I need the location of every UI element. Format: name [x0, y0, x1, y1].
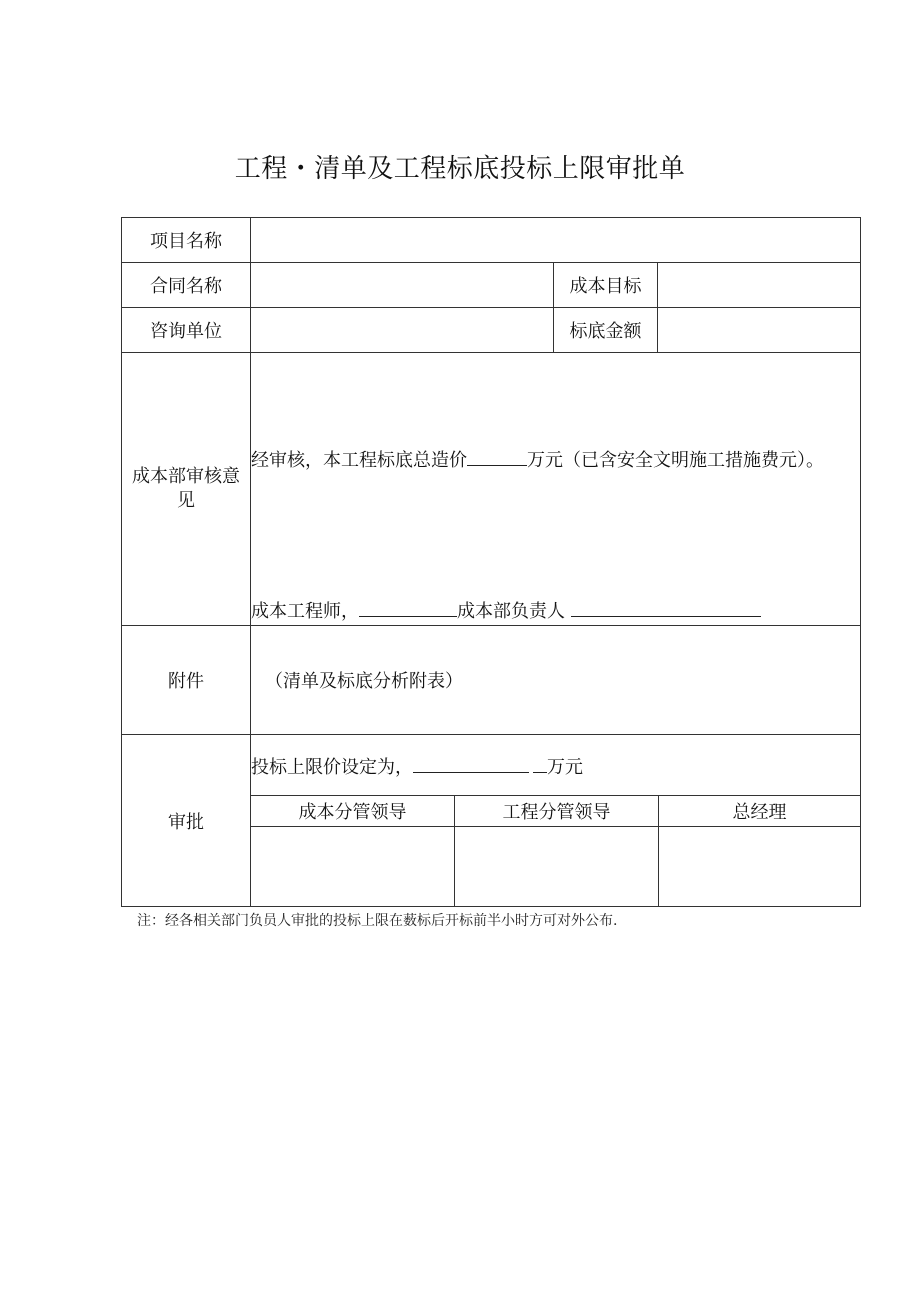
approver-col-cost-leader-text: 成本分管领导 [298, 802, 407, 823]
page-title: 工程・清单及工程标底投标上限审批单 [234, 154, 686, 184]
limit-price-blank-tail [533, 756, 547, 773]
attachment-label-text: 附件 [168, 671, 204, 692]
head-label: 成本部负责人 [457, 601, 565, 622]
approver-col-general-manager-text: 总经理 [732, 802, 787, 823]
engineer-signature-blank[interactable] [359, 600, 457, 617]
cost-target-label-text: 成本目标 [569, 276, 642, 297]
review-statement [251, 449, 824, 472]
review-text-after: 万元（已含安全文明施工措施费元）。 [527, 450, 824, 471]
signature-engineering-leader[interactable] [454, 826, 659, 907]
consulting-unit-label [121, 307, 251, 353]
contract-name-field[interactable] [250, 262, 554, 308]
contract-name-label [121, 262, 251, 308]
approver-col-general-manager [658, 795, 861, 827]
consulting-unit-field[interactable] [250, 307, 554, 353]
cost-target-field[interactable] [657, 262, 861, 308]
base-amount-label-text: 标底金额 [569, 321, 642, 342]
review-section [250, 352, 861, 626]
base-amount-label [553, 307, 658, 353]
total-cost-blank[interactable] [467, 449, 527, 466]
attachment-field [250, 625, 861, 735]
project-name-label-text: 项目名称 [150, 231, 222, 252]
consulting-unit-label-text: 咨询单位 [150, 321, 222, 342]
approval-label [121, 734, 251, 907]
attachment-text: （清单及标底分析附表） [265, 671, 463, 692]
review-text-before: 经审核，本工程标底总造价 [251, 450, 467, 471]
review-label-text: 成本部审核意见 [132, 466, 240, 511]
signature-general-manager[interactable] [658, 826, 861, 907]
engineer-label: 成本工程师， [251, 601, 359, 622]
approver-col-cost-leader [250, 795, 455, 827]
project-name-label [121, 217, 251, 263]
base-amount-field[interactable] [657, 307, 861, 353]
footnote: 注：经各相关部门负员人审批的投标上限在薮标后开标前半小时方可对外公布. [137, 913, 618, 929]
project-name-field[interactable] [250, 217, 861, 263]
approval-form [121, 217, 861, 907]
limit-price-text: 投标上限价设定为， [251, 757, 413, 778]
approval-label-text: 审批 [168, 811, 204, 833]
contract-name-label-text: 合同名称 [150, 276, 222, 297]
review-signatures [251, 600, 761, 623]
approver-col-engineering-leader [454, 795, 659, 827]
limit-price-unit: 万元 [547, 757, 583, 778]
limit-price-statement [251, 756, 583, 779]
cost-target-label [553, 262, 658, 308]
signature-cost-leader[interactable] [250, 826, 455, 907]
approver-col-engineering-leader-text: 工程分管领导 [502, 802, 611, 823]
review-label [121, 352, 251, 626]
limit-price-blank[interactable] [413, 756, 529, 773]
head-signature-blank[interactable] [571, 600, 761, 617]
attachment-label [121, 625, 251, 735]
